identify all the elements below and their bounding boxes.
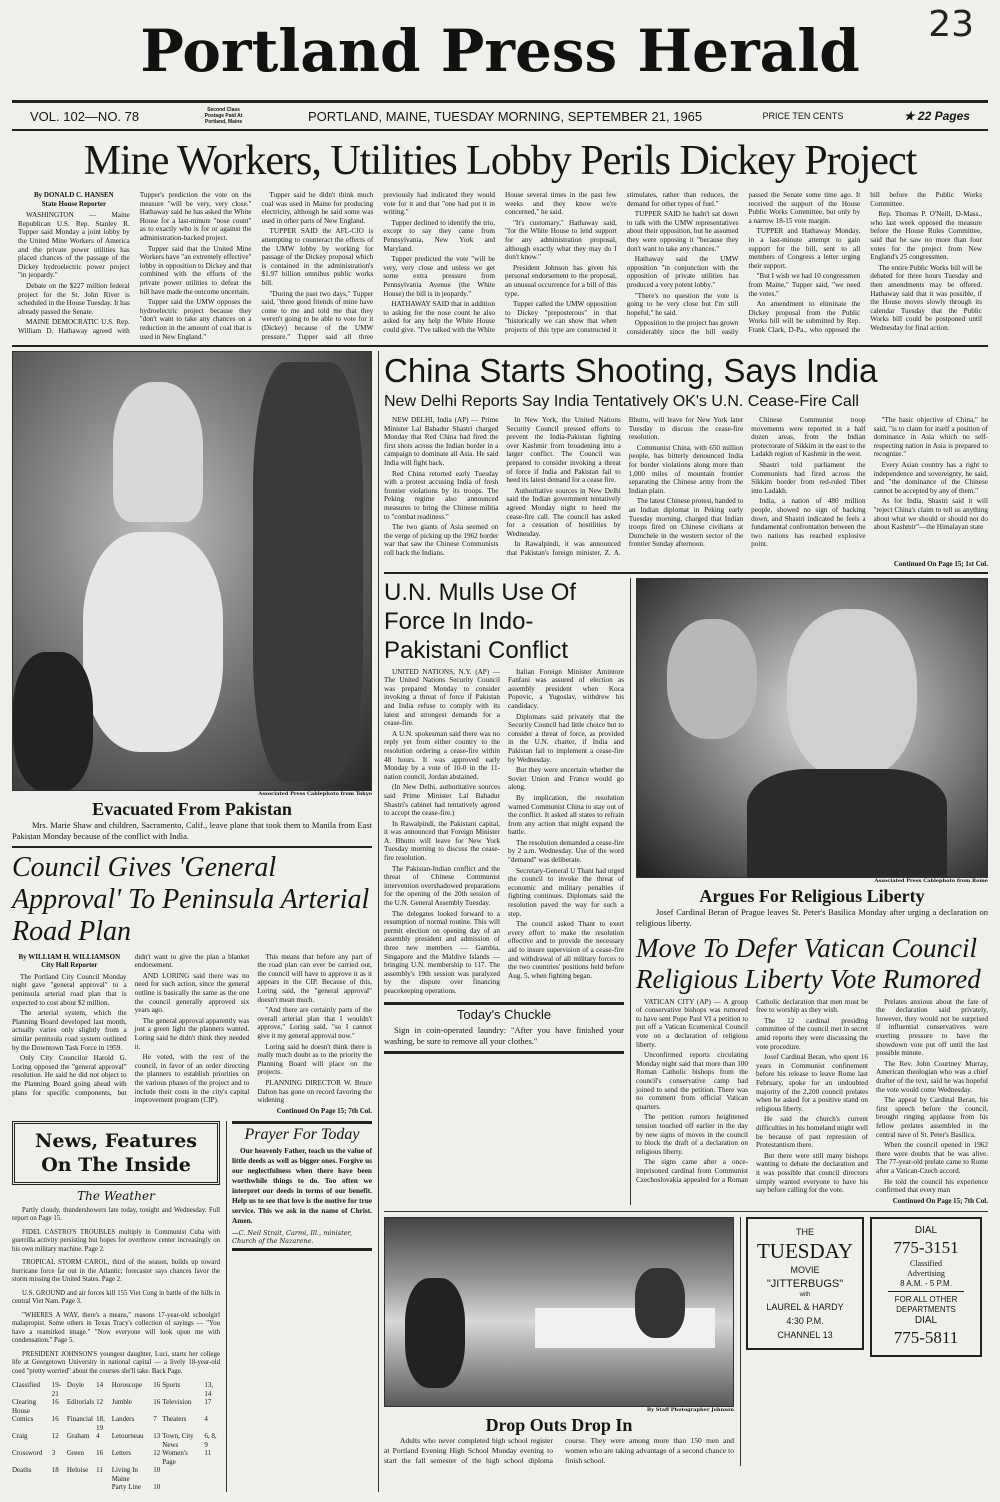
masthead-title: Portland Press Herald <box>140 17 860 85</box>
index-cell <box>204 1466 220 1483</box>
chuckle-title: Today's Chuckle <box>456 1006 552 1022</box>
paragraph: Shastri told parliament the Communists had fired across the Sikkim border from red-ruled Tibet into Ladakh. <box>751 461 866 495</box>
china-headline: China Starts Shooting, Says India <box>384 352 878 390</box>
movie-title: "JITTERBUGS" <box>766 1277 844 1290</box>
paragraph: Opposition to the project has grown considerably since the bill easily passed the Senate some time ago. It received the support of the House Public Works Committee, but only by a narrow 18-15 vote margin. <box>626 191 861 336</box>
index-cell: Horoscope <box>111 1381 143 1390</box>
paragraph: Authoritative sources in New Delhi said the Indian government tentatively agreed Monday night to heed the cease-fire call. The council has asked for a cessation of hostilities by Wednesday. <box>506 486 621 538</box>
paragraph: In Rawalpindi, the Pakistani capital, it was announced that Foreign Minister A. Bhutto will leave for New York Tuesday morning to discuss the cease-fire resolution. <box>384 819 500 863</box>
divider <box>384 1051 624 1054</box>
price: PRICE TEN CENTS <box>762 111 844 121</box>
paragraph: Secretary-General U Thant had urged the council to invoke the threat of economic and military penalties if fighting continues. Diplomats said the resolution paved the way for such a step. <box>508 866 624 918</box>
index-cell: 10 <box>153 1466 161 1475</box>
china-continued: Continued On Page 15; 1st Col. <box>893 559 988 568</box>
paragraph: Rep. Thomas P. O'Neill, D-Mass., who last week opposed the measure before the House Rules Committee, said that he saw no more than four votes for the project from New England's 25 congressmen. <box>870 210 982 262</box>
prayer-title: Prayer For Today <box>244 1125 360 1143</box>
inside-item: FIDEL CASTRO'S TROUBLES multiply in Communist Cuba with guerrilla activity persisting but hopes for overthrow center increasingly on his own military machine. Page 2. <box>12 1228 220 1253</box>
index-cell: Living In Maine <box>111 1466 138 1483</box>
index-cell: Town, City News <box>162 1432 194 1449</box>
paragraph: "It's customary," Hathaway said, "for the White House to lend support for any administration proposal, although exactly what they may do I don't know." <box>505 218 617 262</box>
dateline <box>12 103 988 129</box>
index-cell <box>52 1483 67 1492</box>
index-cell: 11 <box>96 1466 103 1475</box>
index-cell: 4 <box>96 1432 100 1441</box>
paragraph: WASHINGTON — Maine Republican U.S. Rep. Stanley R. Tupper said Monday a joint lobby by the United Mine Workers of America and the private power utilities has placed chances of the passage of the Dickey hydroelectric power project "in jeopardy." <box>18 211 130 280</box>
byline-name: By DONALD C. HANSEN <box>34 191 114 199</box>
index-cell <box>67 1483 96 1492</box>
index-cell: 10 <box>153 1483 161 1492</box>
handwritten-note: 23 <box>928 4 974 45</box>
movie-day: TUESDAY <box>756 1238 854 1263</box>
byline-name: By WILLIAM H. WILLIAMSON <box>18 952 121 961</box>
index-row <box>12 1466 220 1483</box>
index-cell: 13, 14 <box>204 1381 214 1398</box>
paragraph: This means that before any part of the road plan can ever be carried out, the council will have to approve it as it appears in the CIP. Because of this, Loring said, the "general approval" doesn't mean much. <box>257 952 372 1004</box>
lead-story-body <box>12 191 988 341</box>
other-departments: FOR ALL OTHER DEPARTMENTS <box>894 1294 958 1314</box>
index-cell: Classified <box>12 1381 40 1390</box>
index-cell: Letters <box>111 1449 132 1458</box>
index-row <box>12 1398 220 1415</box>
dropouts-section <box>384 1217 734 1466</box>
paragraph: The resolution demanded a cease-fire by 2 a.m. Wednesday. Use of the word "demand" was deliberate. <box>508 838 624 865</box>
paragraph: He said the church's current difficulties in his homeland might well be because of past repression of Protestantism there. <box>756 1115 868 1150</box>
movie-channel: CHANNEL 13 <box>777 1329 833 1340</box>
page-count: ★ 22 Pages <box>903 109 970 123</box>
index-cell: 7 <box>153 1415 157 1424</box>
paragraph: The Portland City Council Monday night gave "general approval" to a peninsula arterial road plan that is expected to cost about $2 million. <box>12 972 127 1007</box>
index-cell: Comics <box>12 1415 34 1424</box>
paragraph: TUPPER SAID he hadn't sat down to talk with the UMW representatives about their opposition, but he assumed they were opposing it "because they don't want to take any chances." <box>626 210 739 253</box>
classified-hours: 8 A.M. - 5 P.M. <box>888 1279 964 1292</box>
classified-phone: 775-3151 <box>893 1237 959 1257</box>
paragraph: But there were still many bishops wanting to debate the declaration and it was possible that council directors simply wanted everyone to have his say before calling for the vote. <box>756 1151 868 1195</box>
paragraph: President Johnson has given his personal endorsement to the proposal, an unusual occurrence for a bill of this type. <box>505 263 617 298</box>
index-cell: 18, 19 <box>96 1415 105 1432</box>
index-cell: Green <box>66 1449 85 1458</box>
index-cell: Women's Page <box>162 1449 188 1466</box>
paragraph: Chinese Communist troop movements were reported in a half dozen areas, from the Indian protectorate of Sikkim in the east to the Ladakh region of Kashmir in the west. <box>751 416 866 459</box>
vatican-section <box>630 578 988 1205</box>
paragraph: NEW DELHI, India (AP) — Prime Minister Lal Bahadur Shastri charged Monday that Red China had fired the first shots across the Indian border in a campaign to dominate all Asia. He said India will fight back. <box>384 416 499 468</box>
lower-section <box>12 351 988 1492</box>
photo-caption: Adults who never completed high school register at Portland Evening High School Monday evening to start the fall semester of the high school diploma course. They were among more than 150 men and women who are taking advantage of a second chance to finish school. <box>384 1435 734 1465</box>
dial-label: DIAL <box>914 1224 938 1236</box>
divider <box>12 846 372 848</box>
page-index <box>12 1381 220 1492</box>
paragraph: India, a nation of 480 million people, showed no sign of backing down, and Shastri indicated he feels a fundamental confrontation between the two nations has reached explosive point. <box>751 497 866 549</box>
un-headline: U.N. Mulls Use Of Force In Indo-Pakistani Conflict <box>384 578 577 664</box>
paragraph: The signs came after a once-imprisoned cardinal from Communist Czechoslovakia appealed for a Roman Catholic declaration that men must be free to worship as they wish. <box>636 997 868 1184</box>
photo-title: Evacuated From Pakistan <box>92 799 292 820</box>
paragraph: The general approval apparently was just a green light the planners wanted. Loring said he didn't think they needed it. <box>134 1016 250 1051</box>
index-cell: Television <box>162 1398 192 1407</box>
paragraph: "But I wish we had 10 congressmen from Maine," Tupper said, "we need the votes." <box>748 272 861 298</box>
index-row <box>12 1483 220 1492</box>
index-cell: Deaths <box>12 1466 32 1475</box>
weather-title: The Weather <box>77 1188 155 1203</box>
index-row <box>12 1449 220 1466</box>
paragraph: Josef Cardinal Beran, who spent 16 years in Communist confinement before his release to leave Rome last February, spoke for an undoubted majority of the 2,200 council prelates when he asked for a positive stand on religious liberty. <box>756 1053 868 1113</box>
paragraph: The two giants of Asia seemed on the verge of picking up the 1962 border war that saw the Chinese Communists roll back the Indians. <box>384 523 499 557</box>
paragraph: Diplomats said privately that the Security Council had little choice but to consider a threat of force, as provided in the U.N. charter, if India and Pakistan fail to implement a cease-fire by Wednesday. <box>508 712 624 764</box>
photo-title: Drop Outs Drop In <box>485 1414 633 1435</box>
paragraph: The delegates looked forward to a resumption of normal routine. This will permit election on opening day of an assembly president and admission of three new members — Gambia, Singapore and the Maldive Islands — bringing U.N. membership to 117. The assembly's 19th session was paralyzed by the dispute over financing peacekeeping operations. <box>384 909 500 995</box>
divider <box>384 572 988 574</box>
paragraph: "During the past two days," Tupper said, "three good friends of mine have come to me and told me that they weren't going to be able to vote for it (Dickey) because of the UMW pressure." Tupper said all three previously had indicated they would vote for it and that "one had put it in writing." <box>261 191 495 341</box>
paragraph: He told the council his experience confirmed that every man <box>876 1177 988 1195</box>
paragraph: Tupper said that the United Mine Workers have "an extremely effective" lobby in opposition to Dickey and that combined with the efforts of the private power utilities to defeat the bill have made the outcome uncertain. <box>139 244 252 296</box>
photo-caption: Mrs. Marie Shaw and children, Sacramento, Calif., leave plane that took them to Manila from East Pakistan Monday because of the conflict with India. <box>12 820 372 842</box>
index-cell: Craig <box>12 1432 28 1441</box>
index-cell: Clearing House <box>12 1398 37 1415</box>
inside-banner <box>12 1121 220 1185</box>
paragraph: The latest Chinese protest, handed to an Indian diplomat in Peking early Tuesday morning, charged that Indian troops fired on Chinese civilians at Dumchele in the western sector of the frontier Sunday afternoon. <box>628 497 744 549</box>
movie-with: with <box>799 1291 811 1298</box>
paragraph: PLANNING DIRECTOR W. Bruce Dalton has gone on record favoring the widening <box>257 1078 372 1105</box>
paragraph: The arterial system, which the Planning Board developed last month, actually varies only slightly from a similar peninsula road system outlined by the Downtown Task Force in 1959. <box>12 1009 127 1052</box>
paragraph: Every Asian country has a right to independence and sovereignty, he said, and "the dominance of the Chinese cannot be accepted by any of them." <box>873 461 988 495</box>
index-cell: 6, 8, 9 <box>204 1432 217 1449</box>
prayer-section <box>226 1121 372 1492</box>
index-cell: 3 <box>51 1449 56 1458</box>
classified-label: Classified Advertising <box>907 1258 945 1278</box>
cardinal-photo <box>636 578 988 878</box>
council-headline: Council Gives 'General Approval' To Peninsula Arterial Road Plan <box>12 852 370 948</box>
byline-title: City Hall Reporter <box>41 961 98 970</box>
paragraph: TUPPER and Hathaway Monday, in a last-minute attempt to gain support for the bill, sent to all members of Congress a letter urging their support. <box>748 227 861 270</box>
index-cell: 18 <box>51 1466 59 1475</box>
paragraph: Tupper predicted the vote "will be very, very close and unless we get some extra pressure from Pennsylvania Avenue (the White House) the bill is in jeopardy." <box>383 255 495 298</box>
council-continued: Continued On Page 15; 7th Col. <box>276 1106 372 1115</box>
paragraph: "The basic objective of China," he said, "is to claim for itself a position of dominance in Asia which no self-respecting nation in Asia is prepared to recognize." <box>873 416 988 459</box>
paragraph: In New York, the United Nations Security Council pressed efforts to prevent the India-Pakistan fighting over Kashmir from broadening into a larger conflict. The Council was prepared to consider invoking a threat of force if India and Pakistan fail to heed its latest demand for a cease fire. <box>506 416 621 485</box>
evacuees-photo <box>12 351 372 791</box>
paragraph: "And there are certainly parts of the overall arterial plan that I wouldn't approve," Loring said, "so I cannot give it my general approval now." <box>257 1006 372 1040</box>
vatican-headline: Move To Defer Vatican Council Religious Liberty Vote Rumored <box>636 932 981 994</box>
index-cell <box>12 1483 52 1492</box>
inside-item: PRESIDENT JOHNSON'S youngest daughter, Luci, starts her college life at Georgetown University in national capital — a lively 18-year-old coed "pretty worried" about the courses she'll take. Back Page. <box>12 1350 220 1375</box>
vatican-continued: Continued On Page 15; 7th Col. <box>892 1196 988 1205</box>
volume-number: VOL. 102—NO. 78 <box>30 108 140 124</box>
paragraph: An amendment to eliminate the Dickey proposal from the Public Works bill will be submitted by Rep. Frank Clark, D-Pa., who opposed the bill before the Public Works Committee. <box>748 191 982 334</box>
paragraph: The entire Public Works bill will be debated for three hours Tuesday and then amendments may be offered. Hathaway said that it was possible, if the House moves slowly through its calendar Tuesday that the Public Works bill could be postponed until Wednesday for final action. <box>870 263 982 332</box>
movie-line: MOVIE <box>790 1264 820 1275</box>
dropouts-photo <box>384 1217 734 1407</box>
inside-section <box>12 1121 220 1492</box>
boxes <box>740 1217 988 1466</box>
paragraph: (In New Delhi, authoritative sources said Prime Minister Lal Bahadur Shastri's cabinet had tentatively agreed to accept the cease-fire.) <box>384 783 500 818</box>
divider <box>232 1248 372 1251</box>
index-cell: 16 <box>96 1449 104 1458</box>
right-column <box>378 351 988 1492</box>
prayer-text: Our heavenly Father, teach us the value of little deeds as well as bigger ones. Forgive us our neglectfulness when there have been worthwhile things to do. Too often we interpret our deeds in terms of our benefit. Help us to see that love is the motive for true service. This we ask in the name of Christ. Amen. <box>232 1145 372 1225</box>
paragraph: The appeal by Cardinal Beran, his first speech before the council, brought ringing applause from his fellow prelates assembled in the central nave of St. Peter's Basilica. <box>876 1096 988 1139</box>
paragraph: Loring said he doesn't think there is really much doubt as to the priority the Planning Board will place on the projects. <box>257 1042 372 1077</box>
divider <box>12 129 988 131</box>
paragraph: VATICAN CITY (AP) — A group of conservative bishops was rumored to have sent Pope Paul VI a petition to put off a Vatican Ecumenical Council vote on a declaration of religious liberty. <box>636 997 748 1049</box>
movie-time: 4:30 P.M. <box>786 1315 824 1326</box>
photo-title: Argues For Religious Liberty <box>699 885 925 906</box>
photo-credit: Associated Press Cablephoto from Tokyo <box>258 791 372 798</box>
paragraph: Red China retorted early Tuesday with a protest accusing India of fresh frontier violations by its troops. The Peking regime also announced measures to bring the Chinese militia to "combat readiness." <box>384 469 499 521</box>
photo-caption: Josef Cardinal Beran of Prague leaves St. Peter's Basilica Monday after urging a declaration on religious liberty. <box>636 906 988 928</box>
paragraph: "There's no question the vote is going to be very close but I'm still hopeful," he said. <box>626 291 739 317</box>
movie-stars: LAUREL & HARDY <box>766 1301 844 1312</box>
index-cell <box>96 1483 112 1492</box>
chuckle-text: Sign in coin-operated laundry: "After you have finished your washing, be sure to remove all your clothes." <box>384 1024 624 1046</box>
paragraph: Tupper declined to identify the trio, except to say they came from Pennsylvania, New York and Maryland. <box>383 218 495 253</box>
index-cell: 19-21 <box>51 1381 62 1398</box>
dial-label: DIAL <box>914 1314 938 1326</box>
index-cell <box>162 1466 204 1483</box>
paragraph: AND LORING said there was no need for such action, since the general outline is basically the same as the one the council generally approved six years ago. <box>134 971 250 1015</box>
paragraph: TUPPER SAID the AFL-CIO is attempting to counteract the effects of the UMW lobby by working for passage of the Dickey proposal which is contained in the administration's $1.97 billion omnibus public works bill. <box>261 227 374 287</box>
paragraph: HATHAWAY SAID that in addition to asking for the nose count he also asked for any help the White House could give. "I've talked with the White House several times in the past few weeks and they know we're concerned," he said. <box>383 191 617 334</box>
index-row <box>12 1381 220 1398</box>
index-cell: Sports <box>162 1381 181 1390</box>
index-row <box>12 1415 220 1432</box>
council-story-body <box>12 953 372 1105</box>
paragraph: The Rev. John Courtney Murray, American theologian who was a chief drafter of the text, said he was hopeful the vote would come Wednesday. <box>876 1059 988 1094</box>
photo-credit: By Staff Photographer Johnson <box>646 1406 734 1413</box>
paragraph: He voted, with the rest of the council, in favor of an order directing the planners to establish priorities on the various phases of the project and to include their costs in the city's capital improvement program (CIP). <box>134 1053 250 1105</box>
paragraph: Tupper said he didn't think much coal was used in Maine for producing electricity, although he said some was used in other parts of New England. <box>261 191 374 225</box>
vatican-story-body <box>636 998 988 1195</box>
paragraph: When the council opened in 1962 there were doubts that he was alive. The 77-year-old prelate came to Rome after a Vatican-Czech accord. <box>876 1141 988 1175</box>
inside-item: U.S. GROUND and air forces kill 155 Viet Cong in battle of the hills in central Viet Nam. Page 3. <box>12 1289 220 1306</box>
index-cell: Heloise <box>66 1466 89 1475</box>
photo-credit: Associated Press Cablephoto from Rome <box>874 877 988 884</box>
index-cell: Party Line <box>111 1483 142 1492</box>
un-story-body <box>384 668 624 996</box>
paragraph: Debate on the $227 million federal project for the St. John River is scheduled in the House Tuesday. It has already passed the Senate. <box>18 281 130 316</box>
paragraph: By implication, the resolution warned Communist China to stay out of the conflict. It asked all states to refrain from any action that might expand the battle. <box>508 793 624 837</box>
index-cell: Doyle <box>66 1381 85 1390</box>
paragraph: In Rawalpindi, it was announced that Pakistan's foreign minister, Z. A. Bhutto, will leave for New York later Tuesday to discuss the cease-fire resolution. <box>506 416 744 557</box>
paragraph: But they were uncertain whether the Soviet Union and France would go along. <box>508 766 624 792</box>
right-lower <box>384 578 988 1205</box>
china-story-body <box>384 416 988 558</box>
paragraph: UNITED NATIONS, N.Y. (AP) — The United Nations Security Council was prepared Monday to consider invoking a threat of force if Pakistan and India refuse to comply with its latest and strongest demands for a cease-fire. <box>384 667 500 728</box>
index-cell: Letourneau <box>111 1432 144 1441</box>
movie-line: THE <box>796 1226 814 1237</box>
inside-and-prayer <box>12 1121 372 1492</box>
inside-item: TROPICAL STORM CAROL, third of the season, builds up toward hurricane force far out in the Atlantic; forecaster says chances favor the storm missing the United States. Page 2. <box>12 1259 220 1284</box>
index-cell: 11 <box>204 1449 212 1458</box>
byline-title: State House Reporter <box>41 199 107 208</box>
paragraph: Communist China, with 650 million people, has bitterly denounced India for border violations along more than 1,000 miles of mountain frontier separating the Chinese army from the Indian plain. <box>628 443 744 495</box>
paragraph: The Pakistan-Indian conflict and the threat of Chinese Communist intervention overshadowed preparations for the opening of the 20th session of the U.N. General Assembly Tuesday. <box>384 864 500 908</box>
postage-notice: Second Class Postage Paid At Portland, Maine <box>204 107 243 125</box>
council-byline <box>12 953 127 970</box>
inside-item: Partly cloudy, thundershowers late today, tonight and Wednesday. Full report on Page 15. <box>12 1206 220 1223</box>
un-section <box>384 578 624 1205</box>
index-row <box>12 1432 220 1449</box>
index-cell: 13 <box>153 1432 161 1441</box>
dial-box <box>870 1217 982 1357</box>
index-cell: 17 <box>204 1398 212 1407</box>
index-cell <box>204 1483 220 1492</box>
index-cell: 16 <box>51 1415 59 1424</box>
paragraph: The petition rumors heightened tension touched off earlier in the day by new signs of moves in the council to block the draft of a declaration on religious liberty. <box>636 1113 748 1156</box>
index-cell: Editorials <box>66 1398 95 1407</box>
china-subhead: New Delhi Reports Say India Tentatively OK's U.N. Cease-Fire Call <box>384 393 859 411</box>
tuesday-movie-box <box>746 1217 864 1350</box>
inside-title: News, Features On The Inside <box>35 1129 197 1176</box>
paragraph: As for India, Shastri said it will "reject China's claim to tell us anything about what we should or should not do about Kashmir"—the Himalayan state <box>873 497 988 532</box>
index-cell: Graham <box>66 1432 90 1441</box>
byline <box>18 191 130 208</box>
paragraph: Tupper called the UMW opposition to Dickey "preposterous" in that "historically we can show that when projects of this type are constructed it stimulates, rather than reduces, the demand for other types of fuel." <box>505 191 739 334</box>
paragraph: MAINE DEMOCRATIC U.S. Rep. William D. Hathaway agreed with Tupper's prediction the vote on the measure "will be very, very close." Hathaway said he has asked the White House for a last-minute "nose count" as to exactly who is for or against the administration-backed project. <box>18 191 252 335</box>
index-cell: Theaters <box>162 1415 187 1424</box>
paragraph: The council asked Thant to exert every effort to make the resolution effective and to provide the necessary aid to insure supervision of a cease-fire and withdrawal of all military forces to the two countries' positions held before Aug. 5, when fighting began. <box>508 920 624 980</box>
paragraph: Hathaway said the UMW opposition "in conjunction with the opposition of private utilities has produced a very potent lobby." <box>626 255 739 289</box>
index-cell: 12 <box>51 1432 59 1441</box>
index-cell: Landers <box>111 1415 135 1424</box>
divider <box>12 345 988 347</box>
index-cell <box>162 1483 204 1492</box>
masthead <box>12 6 988 100</box>
index-cell: Jumble <box>111 1398 132 1407</box>
index-cell: 12 <box>96 1398 104 1407</box>
paragraph: Only City Councilor Harold G. Loring opposed the "general approval" resolution. He said he did not object to the Planning Board going ahead with plans for specific components, but didn't want to give the plan a blanket endorsement. <box>12 952 250 1097</box>
index-cell: 16 <box>153 1398 161 1407</box>
paragraph: Tupper said the UMW opposes the hydroelectric project because they "don't want to take any chances on a reduction in the amount of coal that is used in New England." <box>139 298 252 341</box>
index-cell: 16 <box>153 1381 161 1390</box>
index-cell: Financial <box>66 1415 93 1424</box>
paragraph: Italian Foreign Minister Amintore Fanfani was assured of election as assembly president when Koca Popovic, a Yugoslav, withdrew his candidacy. <box>508 667 624 710</box>
index-cell: 4 <box>204 1415 208 1424</box>
place-date: PORTLAND, MAINE, TUESDAY MORNING, SEPTEMBER 21, 1965 <box>307 108 703 124</box>
left-column <box>12 351 372 1492</box>
lead-headline: Mine Workers, Utilities Lobby Perils Dickey Project <box>83 138 917 184</box>
bottom-right <box>384 1211 988 1466</box>
prayer-attribution: —C. Neil Strait, Carmi, Ill., minister, Church of the Nazarene. <box>232 1228 353 1245</box>
index-cell: 12 <box>153 1449 161 1458</box>
paragraph: Prelates anxious about the fate of the declaration said privately, however, they would not be surprised if influential conservatives were exerting pressure to have the showdown vote put off until the last possible minute. <box>876 997 988 1058</box>
paragraph: Unconfirmed reports circulating Monday night said that more than 100 Roman Catholic bishops from the council's conservative camp had joined to send the petition. There was no comment from official Vatican quarters. <box>636 1051 748 1111</box>
index-cell: Crossword <box>12 1449 43 1458</box>
paragraph: A U.N. spokesman said there was no reply yet from either country to the resolution ordering a cease-fire within 48 hours. It was approved early Monday by a vote of 10-0 in the 11-nation council, Jordan abstained. <box>384 729 500 781</box>
main-phone: 775-5811 <box>893 1327 959 1347</box>
paragraph: The 12 cardinal presiding committee of the council met in secret amid reports they were discussing the vote procedure. <box>756 1016 868 1051</box>
inside-items <box>12 1207 220 1377</box>
index-cell: 16 <box>51 1398 59 1407</box>
index-cell: 14 <box>96 1381 104 1390</box>
inside-item: "WHERES A WAY, there's a means," reasons 17-year-old schoolgirl malapropist. Some others in Texas Tracy's collection of sayings — "You have a reamirked image." "Now everyone will look upon me with condensation." Page 5. <box>12 1311 220 1345</box>
